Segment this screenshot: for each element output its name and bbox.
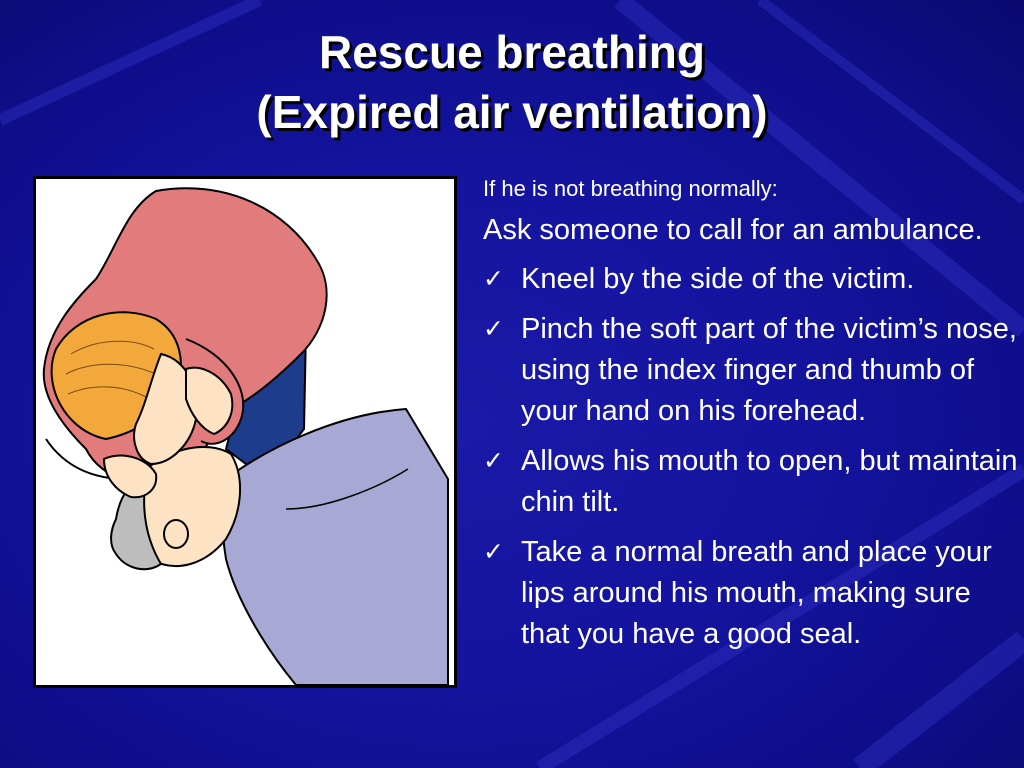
instructions-panel: [483, 174, 1018, 664]
lead-instruction: Ask someone to call for an ambulance.: [483, 214, 983, 246]
check-icon: ✓: [483, 315, 504, 343]
check-icon: ✓: [483, 265, 504, 293]
list-item: [483, 441, 1018, 523]
list-item: [483, 532, 1018, 655]
list-item: [483, 259, 1018, 300]
bullet-text: Take a normal breath and place your lips around his mouth, making sure that you have a good seal.: [521, 536, 992, 650]
bullet-text: Pinch the soft part of the victim’s nose, using the index finger and thumb of your hand on his forehead.: [521, 313, 1017, 427]
rescue-breathing-illustration: [33, 176, 457, 688]
steps-list: [483, 259, 1018, 655]
victim-ear: [164, 520, 188, 548]
intro-text: If he is not breathing normally:: [483, 176, 778, 201]
check-icon: ✓: [483, 538, 504, 566]
bullet-text: Allows his mouth to open, but maintain chin tilt.: [521, 445, 1018, 518]
check-icon: ✓: [483, 447, 504, 475]
title-line-2: (Expired air ventilation): [256, 86, 768, 138]
title-line-1: Rescue breathing: [319, 26, 705, 78]
list-item: [483, 309, 1018, 432]
bullet-text: Kneel by the side of the victim.: [521, 263, 915, 295]
slide-title: [0, 22, 1024, 142]
